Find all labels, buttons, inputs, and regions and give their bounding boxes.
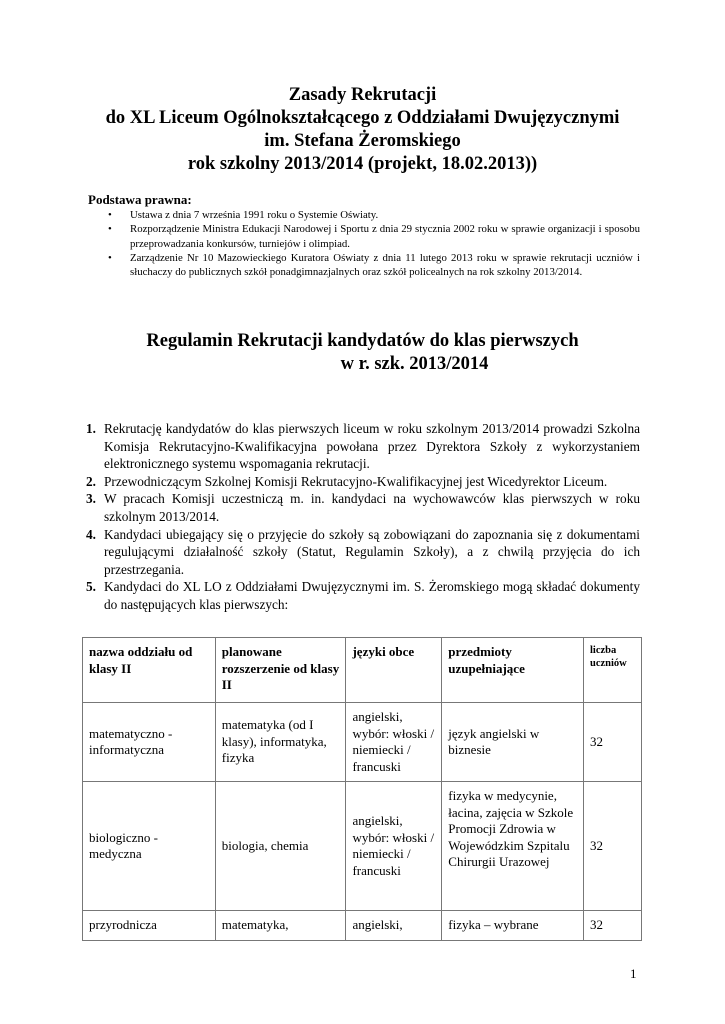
rule-text: Rekrutację kandydatów do klas pierwszych liceum w roku szkolnym 2013/2014 prowadzi Szkolna Komisja Rekrutacyjno-Kwalifikacyjna powołana przez Dyrektora Szkoły z wykorzystaniem elektronicznego systemu wspomagania rekrutacji.	[104, 421, 640, 472]
rules-list	[86, 420, 640, 614]
classes-table	[82, 637, 642, 941]
header-languages: języki obce	[346, 638, 442, 703]
bullet-icon: •	[108, 223, 112, 236]
cell-supplementary: fizyka w medycynie, łacina, zajęcia w Szkole Promocji Zdrowia w Wojewódzkim Szpitalu Chirurgii Urazowej	[442, 782, 584, 911]
cell-languages: angielski,	[346, 911, 442, 941]
title-line-2: do XL Liceum Ogólnokształcącego z Oddziałami Dwujęzycznymi	[105, 108, 620, 128]
bullet-icon: •	[108, 251, 112, 264]
rule-item	[86, 526, 640, 579]
legal-basis-list	[108, 208, 640, 279]
cell-supplementary: fizyka – wybrane	[442, 911, 584, 941]
header-extension: planowane rozszerzenie od klasy II	[215, 638, 346, 703]
page-number: 1	[630, 966, 637, 981]
cell-extension: matematyka,	[215, 911, 346, 941]
rule-item	[86, 473, 640, 491]
rule-item	[86, 578, 640, 613]
legal-basis-item: • Rozporządzenie Ministra Edukacji Narodowej i Sportu z dnia 29 stycznia 2002 roku w sprawie organizacji i sposobu przeprowadzania konkursów, turniejów i olimpiad.	[108, 223, 640, 250]
table-row	[83, 911, 642, 941]
regulation-title-line-1: Regulamin Rekrutacji kandydatów do klas pierwszych	[146, 331, 579, 351]
title-line-4: rok szkolny 2013/2014 (projekt, 18.02.2013))	[187, 154, 538, 174]
cell-class-name: matematyczno - informatyczna	[83, 703, 216, 782]
legal-basis-heading: Podstawa prawna:	[88, 192, 192, 207]
cell-languages: angielski, wybór: włoski / niemiecki / francuski	[346, 782, 442, 911]
regulation-title-line-2: w r. szk. 2013/2014	[340, 354, 489, 374]
document-title	[60, 84, 665, 176]
bullet-icon: •	[108, 209, 112, 221]
cell-class-name: przyrodnicza	[83, 911, 216, 941]
rule-number: 5.	[86, 579, 96, 595]
legal-basis-item: • Ustawa z dnia 7 września 1991 roku o Systemie Oświaty.	[108, 209, 379, 221]
legal-basis-item: • Zarządzenie Nr 10 Mazowieckiego Kuratora Oświaty z dnia 11 lutego 2013 roku w sprawie rekrutacji uczniów i słuchaczy do publicznych szkół ponadgimnazjalnych oraz szkół policealnych na rok szkolny 2013/2014.	[108, 251, 640, 279]
header-student-count: liczba uczniów	[584, 638, 642, 703]
regulation-title	[60, 330, 665, 376]
title-line-1: Zasady Rekrutacji	[288, 85, 437, 105]
cell-student-count: 32	[584, 782, 642, 911]
cell-extension: biologia, chemia	[215, 782, 346, 911]
table-row	[83, 703, 642, 782]
table-row	[83, 782, 642, 911]
rule-text: Przewodniczącym Szkolnej Komisji Rekrutacyjno-Kwalifikacyjnej jest Wicedyrektor Liceum.	[104, 473, 608, 489]
cell-extension: matematyka (od I klasy), informatyka, fizyka	[215, 703, 346, 782]
rule-number: 3.	[86, 491, 96, 507]
rule-number: 2.	[86, 473, 96, 489]
cell-student-count: 32	[584, 703, 642, 782]
cell-student-count: 32	[584, 911, 642, 941]
cell-languages: angielski, wybór: włoski / niemiecki / francuski	[346, 703, 442, 782]
header-class-name: nazwa oddziału od klasy II	[83, 638, 216, 703]
rule-text: Kandydaci ubiegający się o przyjęcie do szkoły są zobowiązani do zapoznania się z dokumentami regulującymi działalność szkoły (Statut, Regulamin Szkoły), a z chwilą przyjęcia do ich przestrzegania.	[104, 526, 640, 577]
table-header-row	[83, 638, 642, 703]
rule-number: 4.	[86, 526, 96, 542]
rule-number: 1.	[86, 421, 96, 436]
cell-supplementary: język angielski w biznesie	[442, 703, 584, 782]
header-supplementary: przedmioty uzupełniające	[442, 638, 584, 703]
title-line-3: im. Stefana Żeromskiego	[264, 131, 461, 151]
rule-item	[86, 420, 640, 473]
rule-text: Kandydaci do XL LO z Oddziałami Dwujęzycznymi im. S. Żeromskiego mogą składać dokumenty do następujących klas pierwszych:	[104, 579, 640, 612]
rule-text: W pracach Komisji uczestniczą m. in. kandydaci na wychowawców klas pierwszych w roku szkolnym 2013/2014.	[104, 491, 640, 524]
rule-item	[86, 490, 640, 525]
cell-class-name: biologiczno - medyczna	[83, 782, 216, 911]
